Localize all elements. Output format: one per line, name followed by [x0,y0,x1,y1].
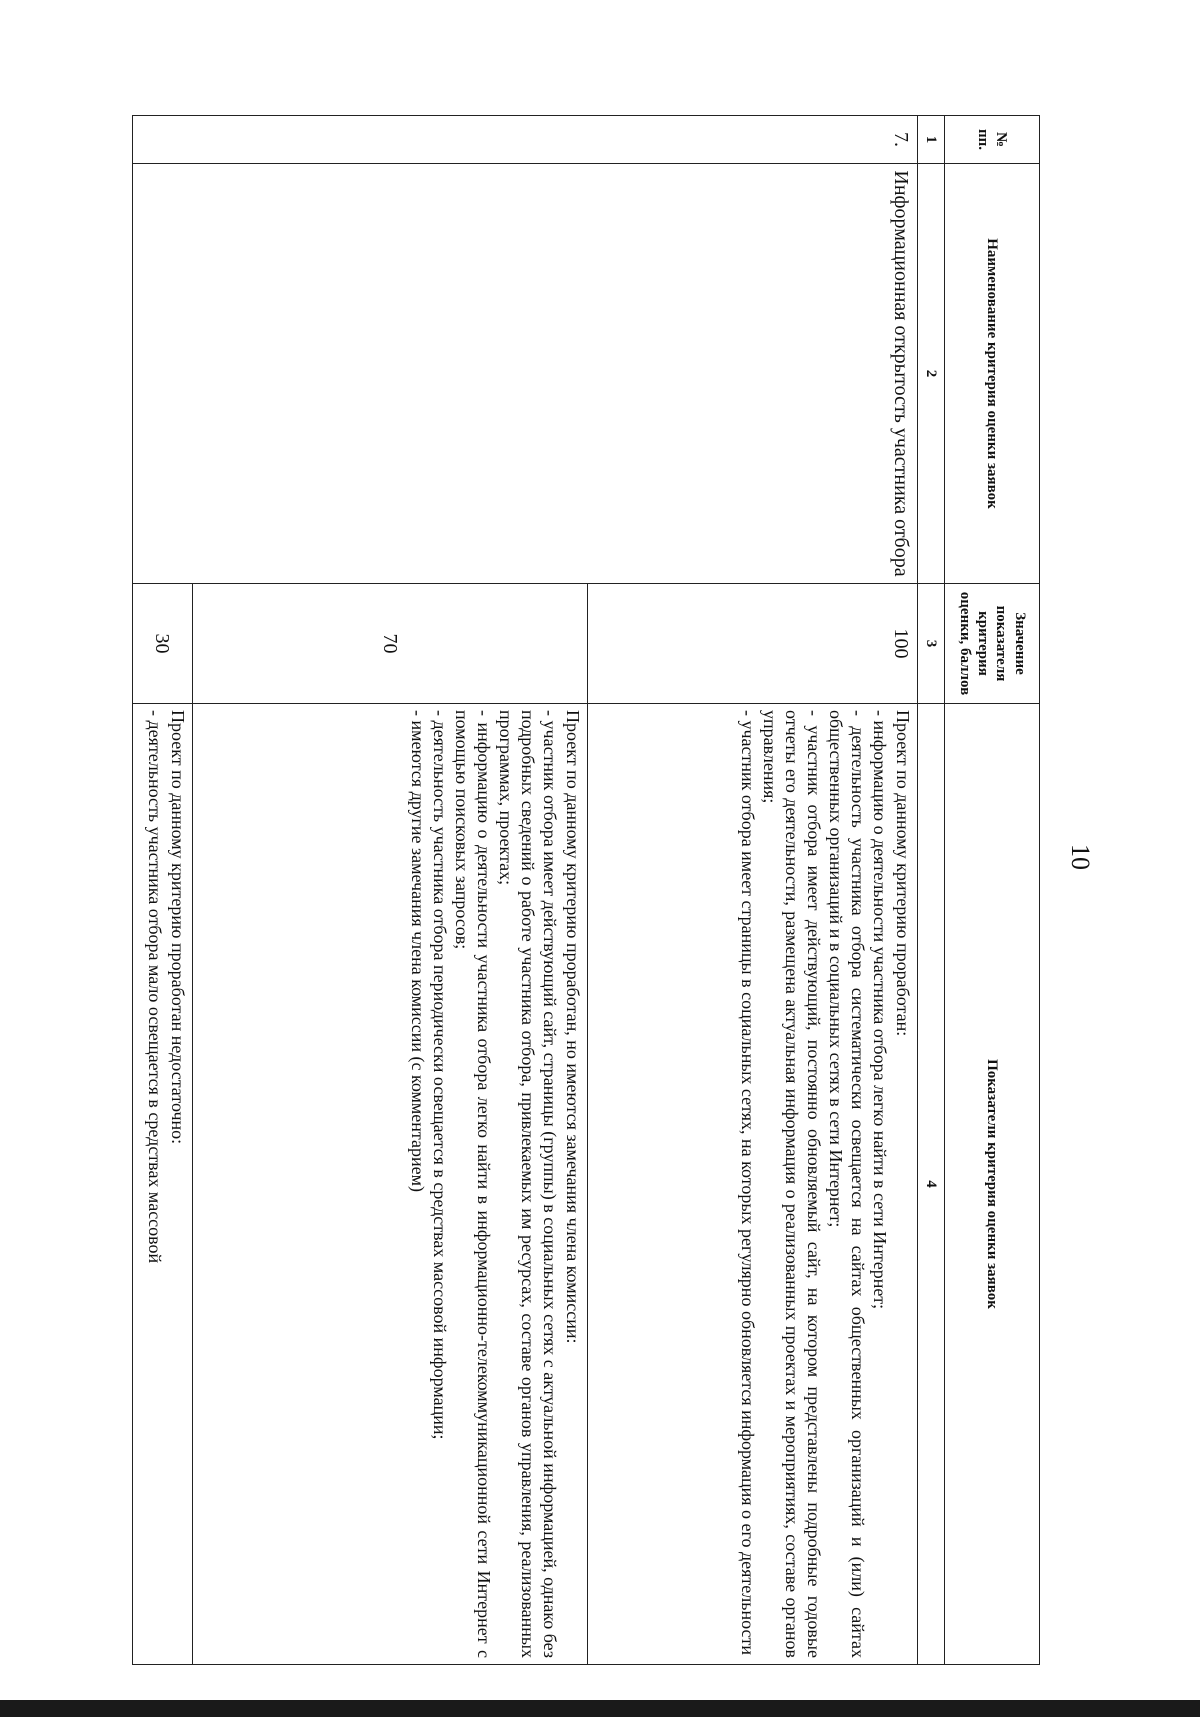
criterion-name: Информационная открытость участника отбора [132,164,917,584]
column-index-2: 2 [917,164,944,584]
indicator-item: - деятельность участника отбора систематически освещается на сайтах общественных организаций и (или) сайтах общественных организаций и в социальных сетях в сети Интернет; [825,710,868,1658]
indicator-item: - имеются другие замечания члена комиссии (с комментарием) [408,710,429,1192]
indicator-item: - участник отбора имеет страницы в социальных сетях, на которых регулярно обновляется информация о его деятельности [738,710,759,1656]
criteria-table [132,115,1040,1665]
row-num: 7. [132,116,917,164]
indicator-intro: Проект по данному критерию проработан недостаточно: [167,710,188,1145]
indicator-item: - участник отбора имеет действующий, постоянно обновляемый сайт, на котором представлены подробные годовые отчеты его деятельности, размещена актуальная информация о реализованных проектах и мероприятиях, составе органов управления; [759,710,824,1658]
indicators-70 [192,704,587,1665]
score-30: 30 [132,584,192,704]
indicator-item: - информацию о деятельности участника отбора легко найти в информационно-телекоммуникационной сети Интернет с помощью поисковых запросов; [451,710,494,1658]
indicator-item: - деятельность участника отбора мало освещается в средствах массовой [144,710,165,1264]
indicator-item: - участник отбора имеет действующий сайт, страницы (группы) в социальных сетях с актуальной информацией, однако без подробных сведений о работе участника отбора, привлекаемых им ресурсах, составе органов управления, реализованных программах, проектах; [495,710,560,1658]
header-row [945,116,1040,1665]
indicators-30 [132,704,192,1665]
column-index-1: 1 [917,116,944,164]
indicator-item: - информацию о деятельности участника отбора легко найти в сети Интернет; [869,710,890,1310]
score-70: 70 [192,584,587,704]
page-number: 10 [1066,844,1095,870]
header-score: Значение показателя критерия оценки, баллов [945,584,1040,704]
column-index-3: 3 [917,584,944,704]
score-100: 100 [587,584,917,704]
indicators-100 [587,704,917,1665]
indicator-intro: Проект по данному критерию проработан: [892,710,913,1037]
rotated-table-sheet [105,115,1040,1665]
column-index-row [917,116,944,1665]
header-indicators: Показатели критерия оценки заявок [945,704,1040,1665]
header-name: Наименование критерия оценки заявок [945,164,1040,584]
level-row-100 [587,116,917,1665]
scan-edge-bottom [0,1700,1200,1717]
column-index-4: 4 [917,704,944,1665]
header-num: № пп. [945,116,1040,164]
indicator-intro: Проект по данному критерию проработан, но имеются замечания члена комиссии: [562,710,583,1344]
indicator-item: - деятельность участника отбора периодически освещается в средствах массовой информации; [429,710,450,1440]
